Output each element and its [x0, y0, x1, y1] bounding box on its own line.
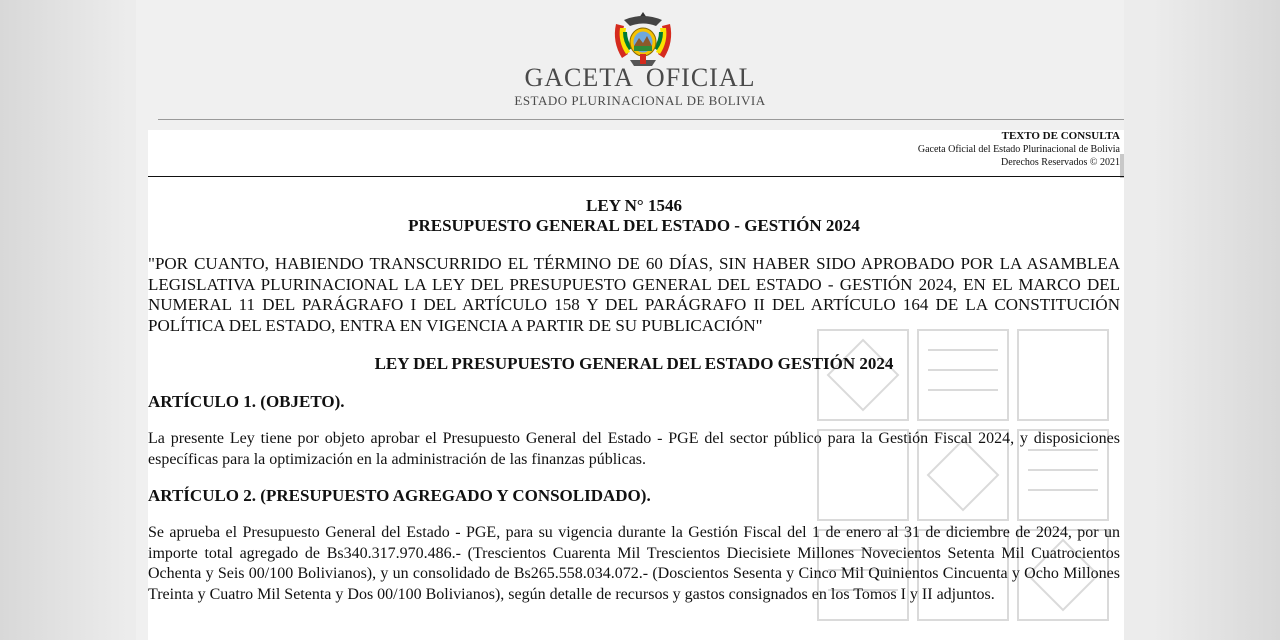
consult-heading: TEXTO DE CONSULTA: [1001, 130, 1120, 142]
scrollbar-thumb[interactable]: [1120, 154, 1124, 178]
masthead-divider: [158, 119, 1124, 120]
law-preamble: "POR CUANTO, HABIENDO TRANSCURRIDO EL TÉRMINO DE 60 DÍAS, SIN HABER SIDO APROBADO POR LA ASAMBLEA LEGISLATIVA PLURINACIONAL LA LEY DEL PRESUPUESTO GENERAL DEL ESTADO - GESTIÓN 2024, EN EL MARCO DEL NUMERAL 11 DEL PARÁGRAFO I DEL ARTÍCULO 158 Y DEL PARÁGRAFO II DEL ARTÍCULO 164 DE LA CONSTITUCIÓN POLÍTICA DEL ESTADO, ENTRA EN VIGENCIA A PARTIR DE SU PUBLICACIÓN": [148, 254, 1120, 335]
gazette-brand: [490, 62, 790, 108]
gazette-subtitle: ESTADO PLURINACIONAL DE BOLIVIA: [514, 93, 766, 108]
document-sheet: [148, 130, 1124, 640]
law-subtitle: LEY DEL PRESUPUESTO GENERAL DEL ESTADO GESTIÓN 2024: [374, 354, 894, 373]
consult-divider: [148, 176, 1124, 177]
consult-copyright: Derechos Reservados © 2021: [1001, 157, 1120, 168]
law-name: PRESUPUESTO GENERAL DEL ESTADO - GESTIÓN 2024: [408, 216, 860, 235]
gazette-page: [136, 0, 1124, 640]
article-2-body: Se aprueba el Presupuesto General del Estado - PGE, para su vigencia durante la Gestión Fiscal del 1 de enero al 31 de diciembre de 2024, por un importe total agregado de Bs340.317.970.486.- (Trescientos Cuarenta Mil Trescientos Diecisiete Millones Novecientos Setenta Mil Cuatrocientos Ochenta y Seis 00/100 Bolivianos), y un consolidado de Bs265.558.034.072.- (Doscientos Sesenta y Cinco Mil Quinientos Cincuenta y Ocho Millones Treinta y Cuatro Mil Setenta y Dos 00/100 Bolivianos), según detalle de recursos y gastos consignados en los Tomos I y II adjuntos.: [148, 524, 1120, 603]
article-1-body: La presente Ley tiene por objeto aprobar el Presupuesto General del Estado - PGE del sector público para la Gestión Fiscal 2024, y disposiciones específicas para la optimización en la administración de las finanzas públicas.: [148, 430, 1120, 468]
consult-notice: [918, 130, 1120, 169]
gazette-title: GACETA OFICIAL: [524, 63, 756, 92]
article-1-title: ARTÍCULO 1. (OBJETO).: [148, 392, 345, 411]
consult-publisher: Gaceta Oficial del Estado Plurinacional de Bolivia: [917, 144, 1120, 155]
masthead: [136, 0, 1124, 120]
law-number: LEY N° 1546: [586, 196, 682, 215]
law-content: [148, 196, 1120, 605]
article-2-title: ARTÍCULO 2. (PRESUPUESTO AGREGADO Y CONSOLIDADO).: [148, 486, 651, 505]
